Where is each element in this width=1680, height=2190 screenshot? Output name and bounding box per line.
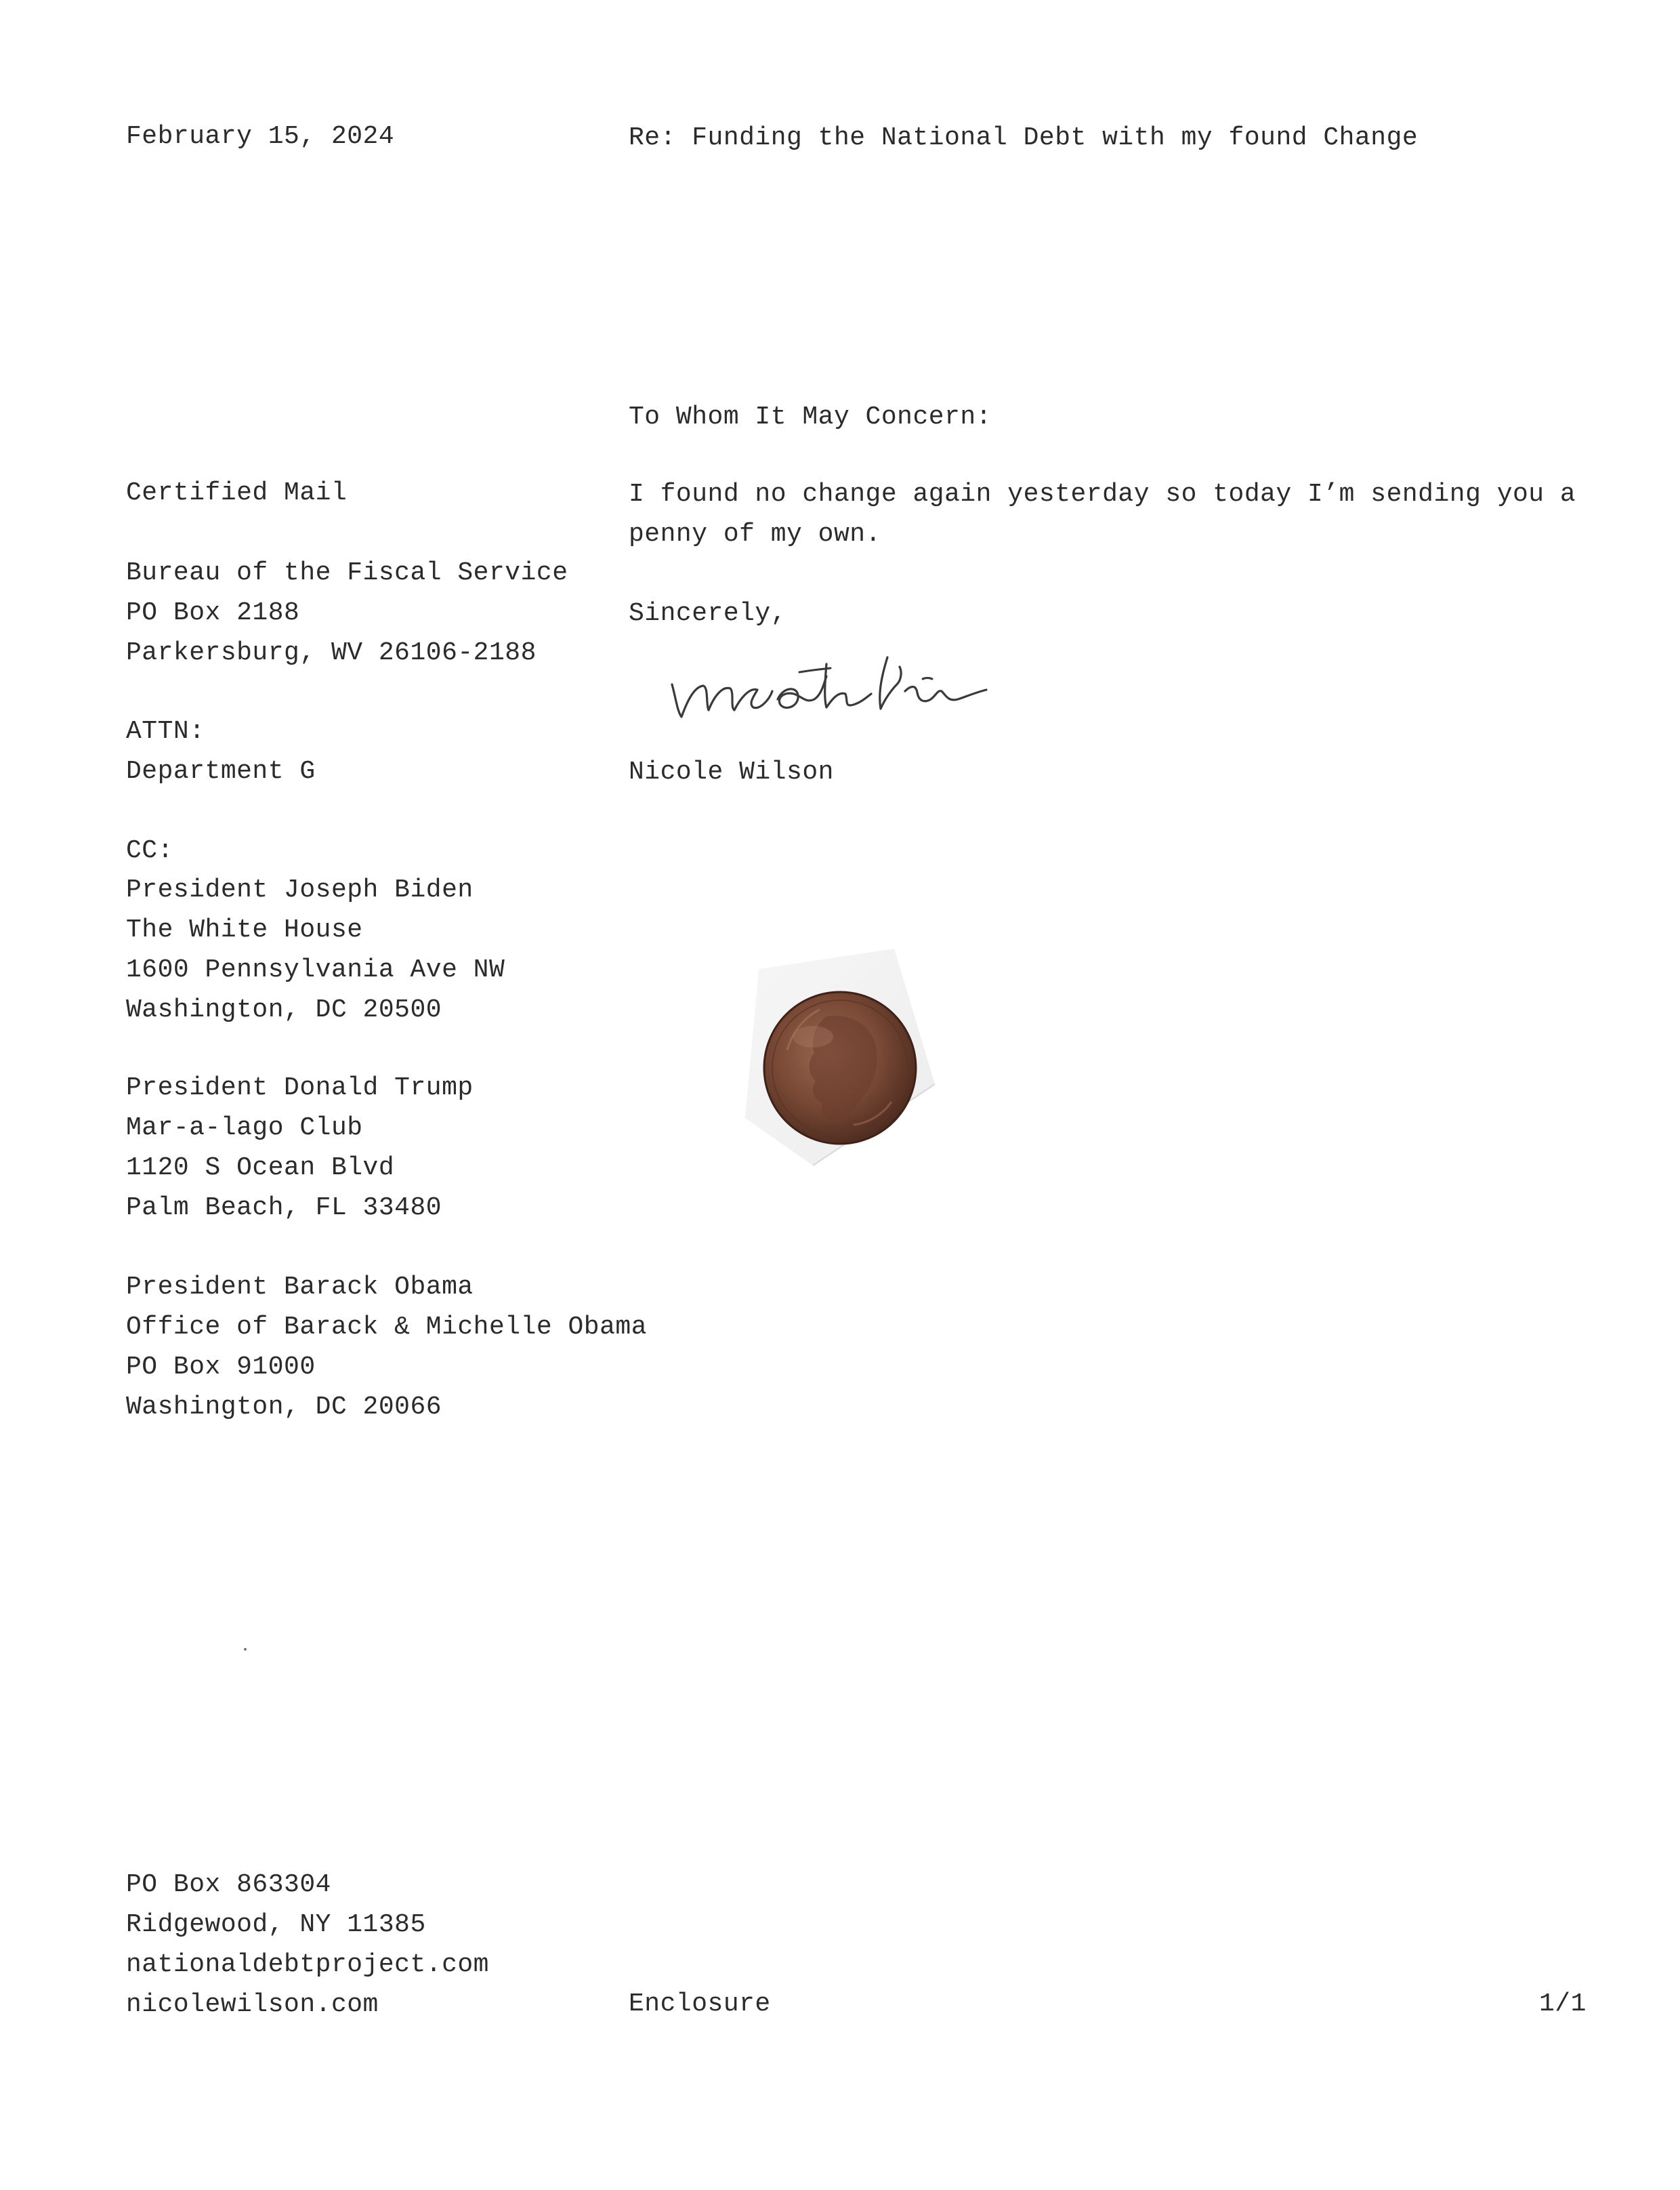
letter-subject: Re: Funding the National Debt with my found Change (629, 123, 1419, 152)
attn-value: Department G (126, 757, 316, 786)
page-number: 1/1 (1539, 1989, 1587, 2019)
cc-line: Mar-a-lago Club (126, 1113, 363, 1142)
cc-label: CC: (126, 836, 173, 865)
signature (664, 637, 1016, 739)
cc-line: Palm Beach, FL 33480 (126, 1193, 442, 1222)
signer-name: Nicole Wilson (629, 758, 834, 787)
cc-line: The White House (126, 915, 363, 945)
cc-line: 1120 S Ocean Blvd (126, 1153, 395, 1182)
cc-line: 1600 Pennsylvania Ave NW (126, 955, 505, 985)
sender-website: nationaldebtproject.com (126, 1950, 489, 1979)
attn-label: ATTN: (126, 717, 205, 746)
cc-line: Washington, DC 20066 (126, 1392, 442, 1422)
enclosure-note: Enclosure (629, 1989, 771, 2019)
cc-line: Office of Barack & Michelle Obama (126, 1313, 648, 1342)
sender-line: Ridgewood, NY 11385 (126, 1910, 426, 1939)
recipient-address-line: Bureau of the Fiscal Service (126, 558, 568, 587)
cc-recipient (126, 1068, 474, 1228)
letter-date: February 15, 2024 (126, 122, 395, 151)
mail-type: Certified Mail (126, 478, 348, 508)
cc-line: Washington, DC 20500 (126, 995, 442, 1025)
sender-line: PO Box 863304 (126, 1870, 331, 1899)
cc-recipient (126, 1267, 647, 1427)
salutation: To Whom It May Concern: (629, 402, 992, 432)
sender-address (126, 1865, 489, 2025)
sender-website: nicolewilson.com (126, 1990, 379, 2019)
cc-line: PO Box 91000 (126, 1352, 316, 1382)
closing: Sincerely, (629, 599, 787, 628)
cc-line: President Barack Obama (126, 1273, 474, 1302)
cc-line: President Donald Trump (126, 1073, 474, 1102)
letter-body: I found no change again yesterday so today I’m sending you a penny of my own. (629, 480, 1576, 549)
recipient-address-line: PO Box 2188 (126, 598, 300, 627)
cc-recipient (126, 870, 505, 1030)
recipient-address (126, 553, 568, 673)
penny-coin-image (732, 942, 955, 1186)
cc-line: President Joseph Biden (126, 875, 474, 905)
scan-speck (244, 1648, 247, 1651)
recipient-address-line: Parkersburg, WV 26106-2188 (126, 638, 537, 667)
attn-block (126, 711, 316, 791)
